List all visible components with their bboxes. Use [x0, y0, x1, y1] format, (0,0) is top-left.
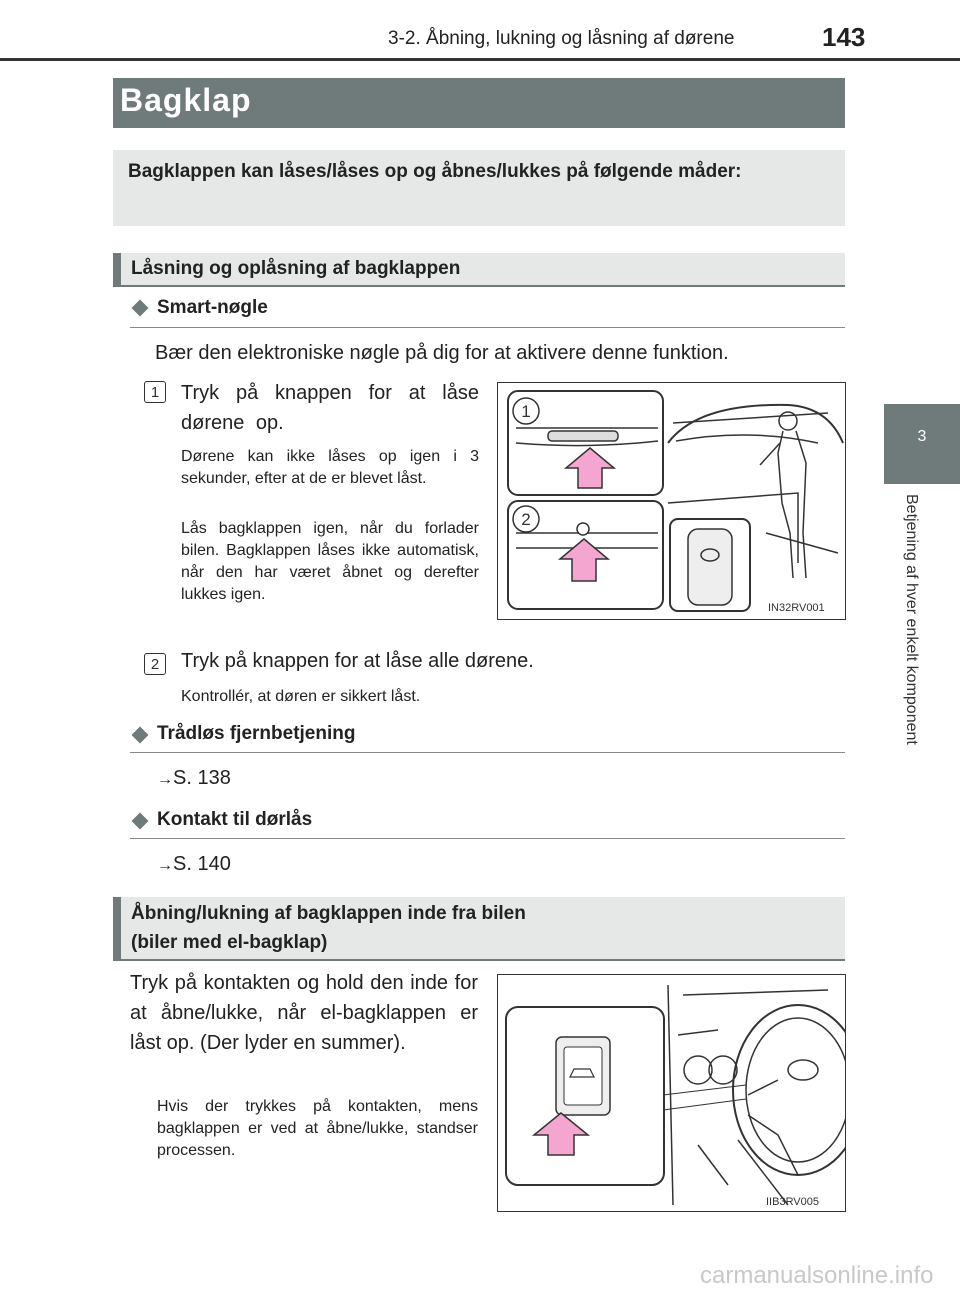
figure-code: IIB3RV005 [766, 1196, 820, 1208]
header-section-title: 3-2. Åbning, lukning og låsning af dørene [388, 28, 735, 49]
smart-key-icon [688, 529, 732, 605]
page-title: Bagklap [120, 82, 252, 118]
step-number-2: 2 [144, 653, 166, 675]
diamond-bullet-icon [132, 813, 149, 830]
step-2-note: Kontrollér, at døren er sikkert låst. [181, 688, 421, 705]
subheading-rule [130, 838, 845, 839]
subheading-wireless-remote: Trådløs fjernbetjening [157, 723, 356, 744]
step-1-note-1: Dørene kan ikke låses op igen i 3 sekunder, efter at de er blevet låst. [181, 448, 479, 487]
intro-text: Bagklappen kan låses/låses op og åbnes/lukkes på følgende måder: [128, 161, 742, 182]
page-reference-door-switch[interactable] [157, 853, 231, 876]
inside-operation-note: Hvis der trykkes på kontakten, mens bagklappen er ved at åbne/lukke, standser processen. [157, 1098, 478, 1159]
smart-key-text: Bær den elektroniske nøgle på dig for at aktivere denne funktion. [155, 342, 729, 364]
page-reference-wireless[interactable] [157, 767, 231, 790]
diamond-bullet-icon [132, 300, 149, 317]
tailgate-illustration [498, 383, 845, 619]
subheading-rule [130, 327, 845, 328]
watermark: carmanualsonline.info [700, 1262, 934, 1289]
diamond-bullet-icon [132, 727, 149, 744]
subheading-smart-key: Smart-nøgle [157, 297, 268, 318]
figure-interior-switch [497, 974, 846, 1212]
section-heading-inside-line-2: (biler med el-bagklap) [131, 932, 328, 953]
step-1-note-2: Lås bagklappen igen, når du forlader bilen. Bagklappen låses ikke automatisk, når den har været åbnet og derefter lukkes igen. [181, 520, 479, 603]
inside-operation-text: Tryk på kontakten og hold den inde for at åbne/lukke, når el-bagklappen er låst op. (Der lyder en summer). [130, 972, 478, 1054]
subheading-rule [130, 752, 845, 753]
step-1-text: Tryk på knappen for at låse dørene op. [181, 382, 479, 434]
reference-arrow-icon: → [157, 771, 173, 788]
page-reference-wireless-text: S. 138 [173, 767, 231, 789]
header-rule [0, 58, 960, 61]
interior-illustration [498, 975, 845, 1211]
step-2-text: Tryk på knappen for at låse alle dørene. [181, 650, 534, 672]
chapter-title: Betjening af hver enkelt komponent [903, 494, 920, 745]
subheading-door-lock-switch: Kontakt til dørlås [157, 809, 313, 830]
figure-code: IN32RV001 [768, 602, 825, 614]
page-reference-door-switch-text: S. 140 [173, 853, 231, 875]
chapter-number: 3 [917, 428, 927, 445]
figure-tailgate-button [497, 382, 846, 620]
figure-label-1: 1 [521, 402, 531, 421]
page-number: 143 [822, 22, 866, 52]
reference-arrow-icon: → [157, 857, 173, 874]
section-heading-inside-line-1: Åbning/lukning af bagklappen inde fra bilen [131, 903, 526, 924]
section-heading-locking: Låsning og oplåsning af bagklappen [131, 258, 461, 279]
step-number-1: 1 [144, 381, 166, 403]
figure-label-2: 2 [521, 510, 531, 529]
